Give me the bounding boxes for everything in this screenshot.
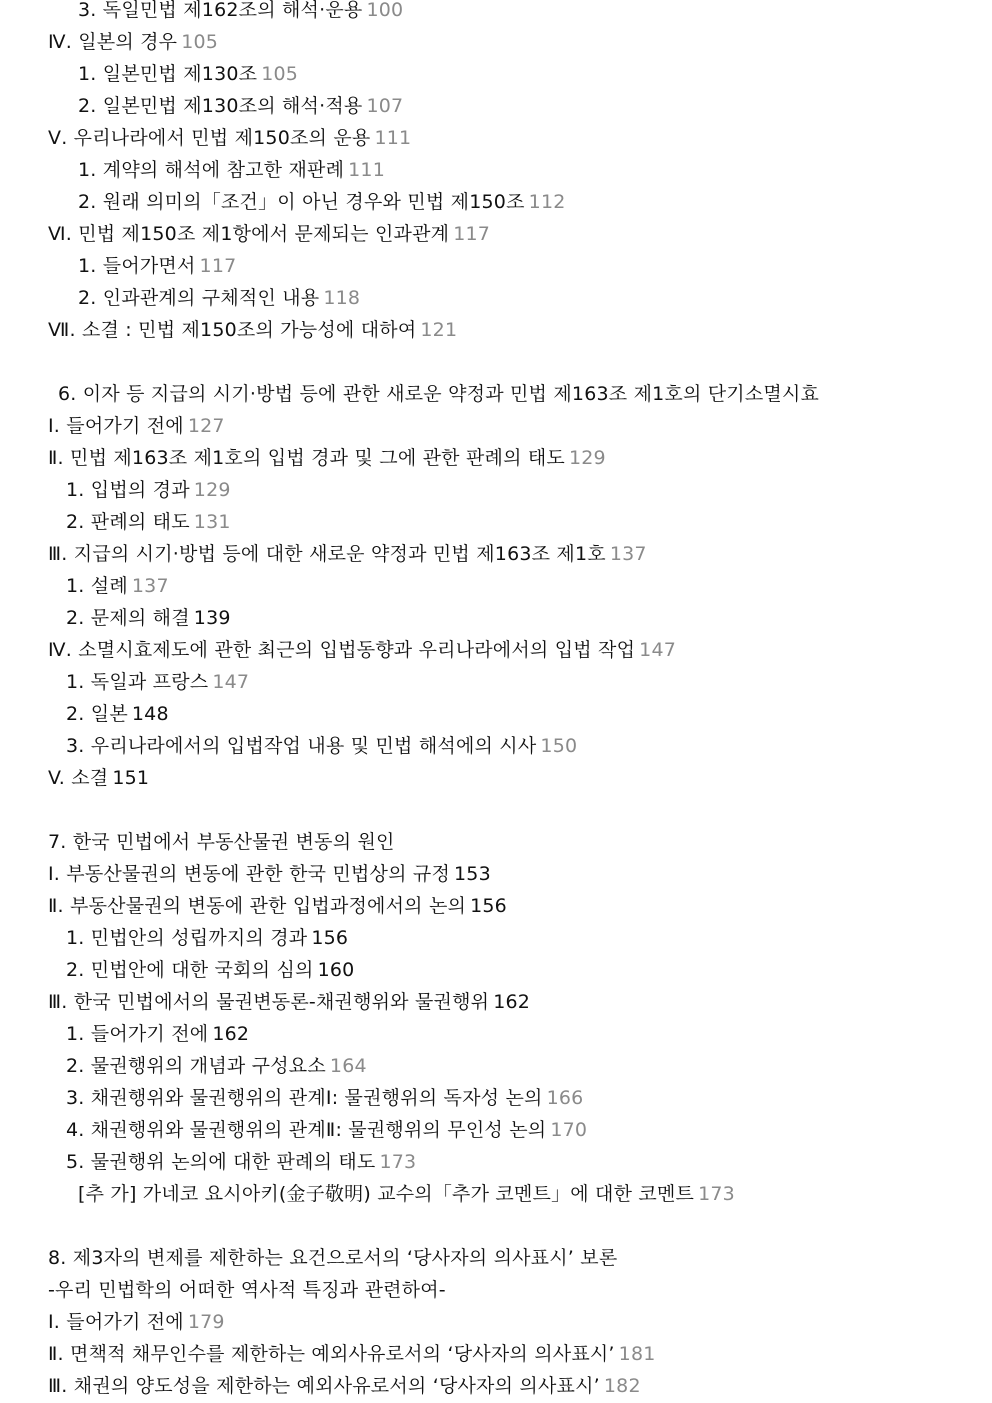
toc-entry-page-number: 111	[374, 127, 412, 149]
toc-entry-title: Ⅱ. 면책적 채무인수를 제한하는 예외사유로서의 ‘당사자의 의사표시’	[48, 1343, 615, 1365]
toc-entry	[0, 698, 992, 730]
toc-entry	[0, 1178, 992, 1210]
toc-entry	[0, 186, 992, 218]
toc-entry	[0, 1242, 992, 1274]
toc-entry	[0, 0, 992, 26]
toc-entry	[0, 474, 992, 506]
toc-entry	[0, 570, 992, 602]
toc-entry-page-number: 118	[323, 287, 361, 309]
toc-entry-page-number: 127	[187, 415, 225, 437]
toc-entry	[0, 1018, 992, 1050]
toc-entry-title: 2. 인과관계의 구체적인 내용	[78, 287, 320, 309]
toc-entry	[0, 922, 992, 954]
toc-spacer	[0, 346, 992, 378]
toc-entry	[0, 442, 992, 474]
toc-entry-page-number: 137	[131, 575, 169, 597]
toc-entry-title: 3. 채권행위와 물권행위의 관계Ⅰ: 물권행위의 독자성 논의	[66, 1087, 543, 1109]
toc-entry-page-number: 151	[112, 767, 150, 789]
toc-entry-title: 2. 일본민법 제130조의 해석·적용	[78, 95, 363, 117]
toc-entry	[0, 314, 992, 346]
toc-entry-title: 4. 채권행위와 물권행위의 관계Ⅱ: 물권행위의 무인성 논의	[66, 1119, 547, 1141]
toc-entry-title: 5. 물권행위 논의에 대한 판례의 태도	[66, 1151, 376, 1173]
toc-entry-title: Ⅵ. 민법 제150조 제1항에서 문제되는 인과관계	[48, 223, 450, 245]
toc-entry-page-number: 156	[470, 895, 507, 917]
toc-entry-title: 6. 이자 등 지급의 시기·방법 등에 관한 새로운 약정과 민법 제163조 제1호의 단기소멸시효	[58, 383, 820, 405]
toc-entry-page-number: 173	[698, 1183, 735, 1205]
toc-entry-page-number: 164	[329, 1055, 367, 1077]
toc-entry-page-number: 160	[317, 959, 355, 981]
toc-entry-page-number: 112	[528, 191, 566, 213]
toc-entry-title: Ⅰ. 들어가기 전에	[48, 1311, 184, 1333]
toc-entry	[0, 986, 992, 1018]
toc-entry-title: [추 가] 가네코 요시아키(金子敬明) 교수의「추가 코멘트」에 대한 코멘트	[78, 1183, 695, 1205]
toc-entry	[0, 890, 992, 922]
toc-entry-title: 1. 들어가면서	[78, 255, 196, 277]
toc-entry	[0, 602, 992, 634]
toc-entry-page-number: 100	[366, 0, 404, 21]
toc-entry	[0, 378, 992, 410]
toc-entry-page-number: 150	[540, 735, 578, 757]
toc-entry	[0, 1274, 992, 1306]
toc-spacer	[0, 1210, 992, 1242]
toc-entry-title: 1. 입법의 경과	[66, 479, 190, 501]
toc-entry	[0, 218, 992, 250]
toc-entry	[0, 250, 992, 282]
toc-entry-title: Ⅰ. 들어가기 전에	[48, 415, 184, 437]
toc-entry-page-number: 166	[546, 1087, 584, 1109]
toc-entry-title: 2. 문제의 해결	[66, 607, 190, 629]
toc-entry-page-number: 147	[212, 671, 250, 693]
toc-entry-title: Ⅳ. 소멸시효제도에 관한 최근의 입법동향과 우리나라에서의 입법 작업	[48, 639, 636, 661]
toc-entry	[0, 1114, 992, 1146]
toc-entry-title: Ⅶ. 소결 : 민법 제150조의 가능성에 대하여	[48, 319, 417, 341]
toc-entry-page-number: 179	[187, 1311, 225, 1333]
toc-entry	[0, 410, 992, 442]
toc-entry-title: -우리 민법학의 어떠한 역사적 특징과 관련하여-	[48, 1279, 446, 1301]
toc-entry	[0, 282, 992, 314]
toc-entry-page-number: 129	[193, 479, 231, 501]
toc-entry-title: Ⅲ. 채권의 양도성을 제한하는 예외사유로서의 ‘당사자의 의사표시’	[48, 1375, 600, 1397]
toc-entry	[0, 1370, 992, 1402]
toc-entry	[0, 154, 992, 186]
toc-entry-page-number: 121	[420, 319, 458, 341]
toc-entry-title: 1. 독일과 프랑스	[66, 671, 209, 693]
toc-entry-page-number: 170	[550, 1119, 588, 1141]
toc-entry-page-number: 107	[366, 95, 404, 117]
toc-entry-title: Ⅳ. 일본의 경우	[48, 31, 178, 53]
toc-entry	[0, 634, 992, 666]
toc-entry-page-number: 162	[212, 1023, 250, 1045]
toc-entry-title: 1. 일본민법 제130조	[78, 63, 258, 85]
toc-entry-page-number: 148	[131, 703, 169, 725]
toc-entry-page-number: 129	[568, 447, 606, 469]
toc-entry	[0, 762, 992, 794]
toc-entry-title: Ⅴ. 우리나라에서 민법 제150조의 운용	[48, 127, 371, 149]
toc-entry-page-number: 105	[261, 63, 299, 85]
toc-entry	[0, 58, 992, 90]
toc-spacer	[0, 794, 992, 826]
toc-entry-title: Ⅰ. 부동산물권의 변동에 관한 한국 민법상의 규정	[48, 863, 451, 885]
toc-entry-page-number: 181	[618, 1343, 656, 1365]
toc-entry-title: 7. 한국 민법에서 부동산물권 변동의 원인	[48, 831, 395, 853]
toc-entry-page-number: 139	[193, 607, 231, 629]
toc-entry-title: 1. 설례	[66, 575, 128, 597]
toc-entry	[0, 90, 992, 122]
toc-entry	[0, 122, 992, 154]
toc-entry-title: Ⅱ. 부동산물권의 변동에 관한 입법과정에서의 논의	[48, 895, 467, 917]
toc-entry	[0, 826, 992, 858]
toc-entry-title: 1. 민법안의 성립까지의 경과	[66, 927, 308, 949]
toc-entry-page-number: 182	[603, 1375, 641, 1397]
toc-entry-title: 3. 우리나라에서의 입법작업 내용 및 민법 해석에의 시사	[66, 735, 537, 757]
toc-entry-page-number: 147	[639, 639, 677, 661]
toc-entry-page-number: 156	[311, 927, 349, 949]
toc-entry-title: 2. 일본	[66, 703, 128, 725]
toc-entry-page-number: 137	[609, 543, 647, 565]
toc-entry-title: 1. 계약의 해석에 참고한 재판례	[78, 159, 345, 181]
toc-entry	[0, 1082, 992, 1114]
toc-entry	[0, 506, 992, 538]
toc-entry	[0, 954, 992, 986]
toc-entry-title: Ⅲ. 지급의 시기·방법 등에 대한 새로운 약정과 민법 제163조 제1호	[48, 543, 606, 565]
toc-entry-page-number: 105	[181, 31, 219, 53]
toc-entry-title: Ⅱ. 민법 제163조 제1호의 입법 경과 및 그에 관한 판례의 태도	[48, 447, 565, 469]
toc-entry-title: 2. 물권행위의 개념과 구성요소	[66, 1055, 326, 1077]
toc-entry-page-number: 117	[199, 255, 237, 277]
toc-entry-page-number: 162	[493, 991, 531, 1013]
toc-entry-title: 2. 판례의 태도	[66, 511, 190, 533]
toc-entry-page-number: 111	[348, 159, 386, 181]
toc-entry	[0, 1338, 992, 1370]
toc-entry-page-number: 153	[454, 863, 491, 885]
toc-entry-page-number: 173	[379, 1151, 417, 1173]
toc-entry	[0, 1050, 992, 1082]
toc-entry	[0, 666, 992, 698]
toc-entry-title: 2. 원래 의미의「조건」이 아닌 경우와 민법 제150조	[78, 191, 525, 213]
toc-entry	[0, 1146, 992, 1178]
toc-entry-title: V. 소결	[48, 767, 109, 789]
toc-entry	[0, 730, 992, 762]
toc-entry-title: 1. 들어가기 전에	[66, 1023, 209, 1045]
toc-entry-title: 3. 독일민법 제162조의 해석·운용	[78, 0, 363, 21]
toc-entry-page-number: 117	[453, 223, 491, 245]
toc-entry-page-number: 131	[193, 511, 231, 533]
toc-entry	[0, 1306, 992, 1338]
toc-entry-title: 8. 제3자의 변제를 제한하는 요건으로서의 ‘당사자의 의사표시’ 보론	[48, 1247, 618, 1269]
toc-entry	[0, 538, 992, 570]
toc-entry-title: Ⅲ. 한국 민법에서의 물권변동론-채권행위와 물권행위	[48, 991, 490, 1013]
toc-entry-title: 2. 민법안에 대한 국회의 심의	[66, 959, 314, 981]
toc-entry	[0, 26, 992, 58]
toc-entry	[0, 858, 992, 890]
